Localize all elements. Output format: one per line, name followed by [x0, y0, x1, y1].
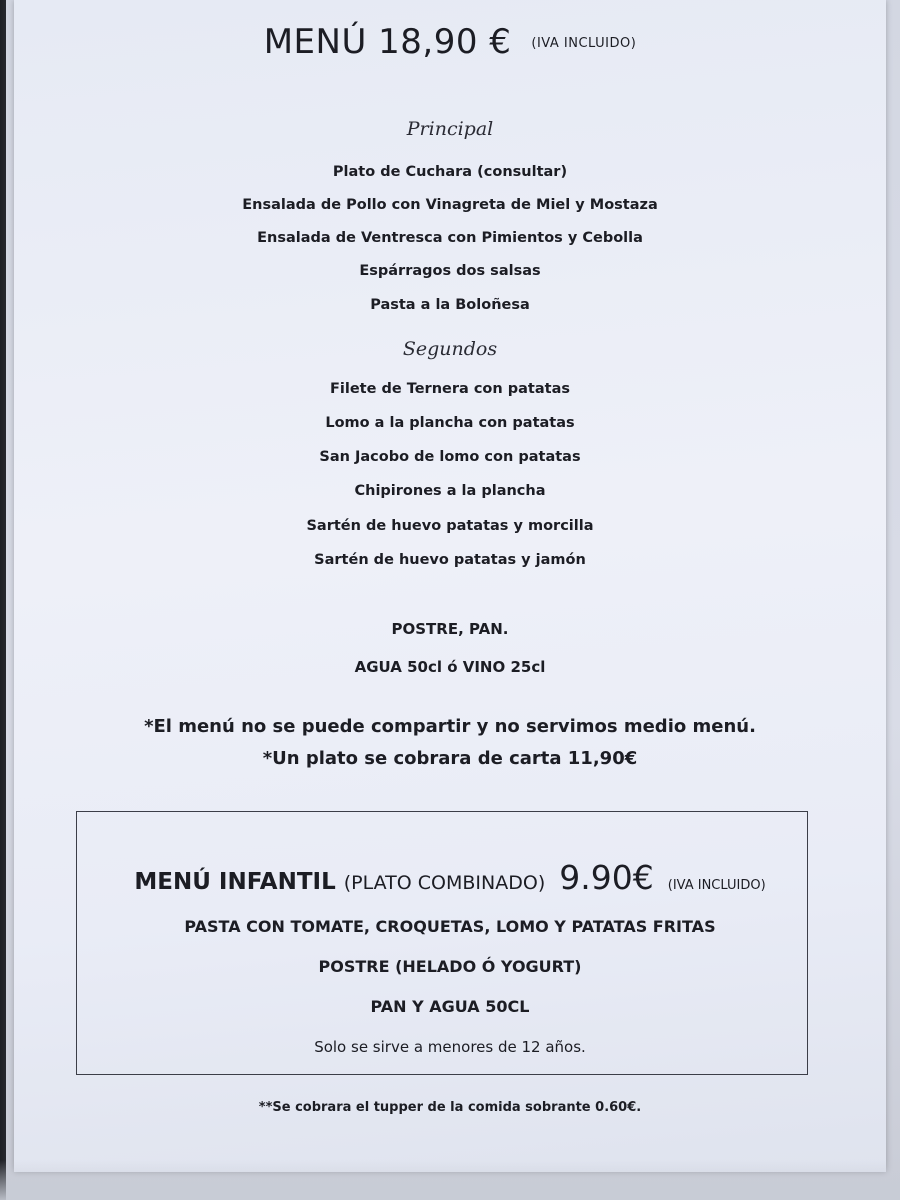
- kids-menu-subtitle: (PLATO COMBINADO): [343, 872, 546, 894]
- sleeve-bottom-edge: [0, 1160, 900, 1200]
- kids-menu-item: POSTRE (HELADO Ó YOGURT): [318, 957, 582, 976]
- segundos-item: Chipirones a la plancha: [354, 483, 546, 499]
- kids-menu-box: [76, 811, 808, 1075]
- kids-age-note: Solo se sirve a menores de 12 años.: [314, 1038, 586, 1056]
- no-share-note: *El menú no se puede compartir y no servimos medio menú.: [144, 716, 756, 737]
- menu-tax-note: (IVA INCLUIDO): [531, 36, 637, 51]
- tupper-note: **Se cobrara el tupper de la comida sobrante 0.60€.: [258, 1100, 642, 1115]
- kids-menu-price: 9.90€: [559, 858, 654, 897]
- kids-menu-item: PAN Y AGUA 50CL: [370, 997, 530, 1016]
- principal-item: Ensalada de Pollo con Vinagreta de Miel y Mostaza: [242, 197, 658, 213]
- kids-menu-title-line: [0, 858, 900, 897]
- principal-item: Pasta a la Boloñesa: [370, 297, 530, 313]
- kids-menu-title: MENÚ INFANTIL: [134, 869, 336, 895]
- segundos-item: Sartén de huevo patatas y morcilla: [306, 518, 594, 534]
- segundos-heading: Segundos: [402, 338, 498, 360]
- dessert-bread-line: POSTRE, PAN.: [391, 620, 509, 638]
- kids-menu-tax-note: (IVA INCLUIDO): [667, 878, 766, 893]
- menu-title: MENÚ 18,90 €: [263, 22, 512, 62]
- segundos-item: Lomo a la plancha con patatas: [325, 415, 575, 431]
- menu-title-line: [0, 22, 900, 62]
- segundos-item: Filete de Ternera con patatas: [329, 381, 570, 397]
- drink-line: AGUA 50cl ó VINO 25cl: [354, 658, 546, 676]
- segundos-item: Sartén de huevo patatas y jamón: [314, 552, 586, 568]
- principal-item: Espárragos dos salsas: [359, 263, 541, 279]
- principal-heading: Principal: [406, 118, 494, 140]
- kids-menu-item: PASTA CON TOMATE, CROQUETAS, LOMO Y PATATAS FRITAS: [184, 917, 716, 936]
- principal-item: Plato de Cuchara (consultar): [332, 164, 568, 180]
- single-dish-note: *Un plato se cobrara de carta 11,90€: [262, 748, 638, 769]
- principal-item: Ensalada de Ventresca con Pimientos y Cebolla: [257, 230, 643, 246]
- segundos-item: San Jacobo de lomo con patatas: [319, 449, 581, 465]
